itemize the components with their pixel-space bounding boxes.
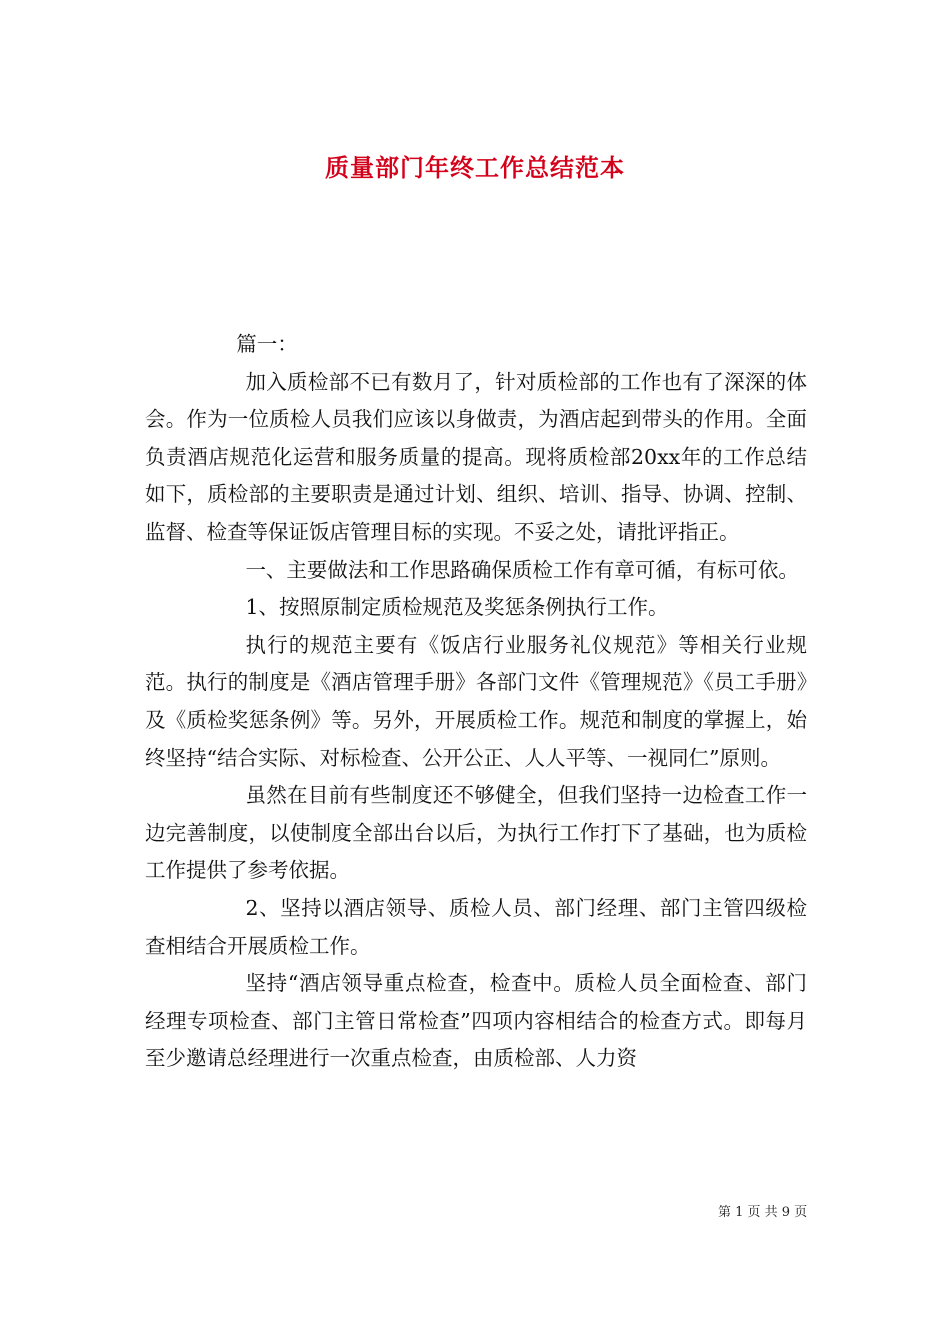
paragraph: 执行的规范主要有《饭店行业服务礼仪规范》等相关行业规范。执行的制度是《酒店管理手册》各部门文件《管理规范》《员工手册》及《质检奖惩条例》等。另外，开展质检工作。规范和制度的掌握上，始终坚持“结合实际、对标检查、公开公正、人人平等、一视同仁”原则。: [145, 632, 807, 770]
paragraph: 1、按照原制定质检规范及奖惩条例执行工作。: [245, 595, 669, 620]
paragraph: 一、主要做法和工作思路确保质检工作有章可循，有标可依。: [245, 557, 799, 582]
document-body: [145, 326, 807, 1078]
section-heading: 篇一：: [236, 332, 298, 356]
paragraph: 虽然在目前有些制度还不够健全，但我们坚持一边检查工作一边完善制度，以使制度全部出台以后，为执行工作打下了基础，也为质检工作提供了参考依据。: [145, 783, 807, 883]
paragraph: 加入质检部不已有数月了，针对质检部的工作也有了深深的体会。作为一位质检人员我们应该以身做责，为酒店起到带头的作用。全面负责酒店规范化运营和服务质量的提高。现将质检部20xx年的工作总结如下，质检部的主要职责是通过计划、组织、培训、指导、协调、控制、监督、检查等保证饭店管理目标的实现。不妥之处，请批评指正。: [145, 369, 807, 544]
document-title: 质量部门年终工作总结范本: [325, 154, 625, 183]
paragraph: 2、坚持以酒店领导、质检人员、部门经理、部门主管四级检查相结合开展质检工作。: [145, 895, 807, 958]
paragraph: 坚持“酒店领导重点检查，检查中。质检人员全面检查、部门经理专项检查、部门主管日常检查”四项内容相结合的检查方式。即每月至少邀请总经理进行一次重点检查，由质检部、人力资: [145, 971, 807, 1071]
page-number: 第 1 页 共 9 页: [718, 1205, 808, 1220]
